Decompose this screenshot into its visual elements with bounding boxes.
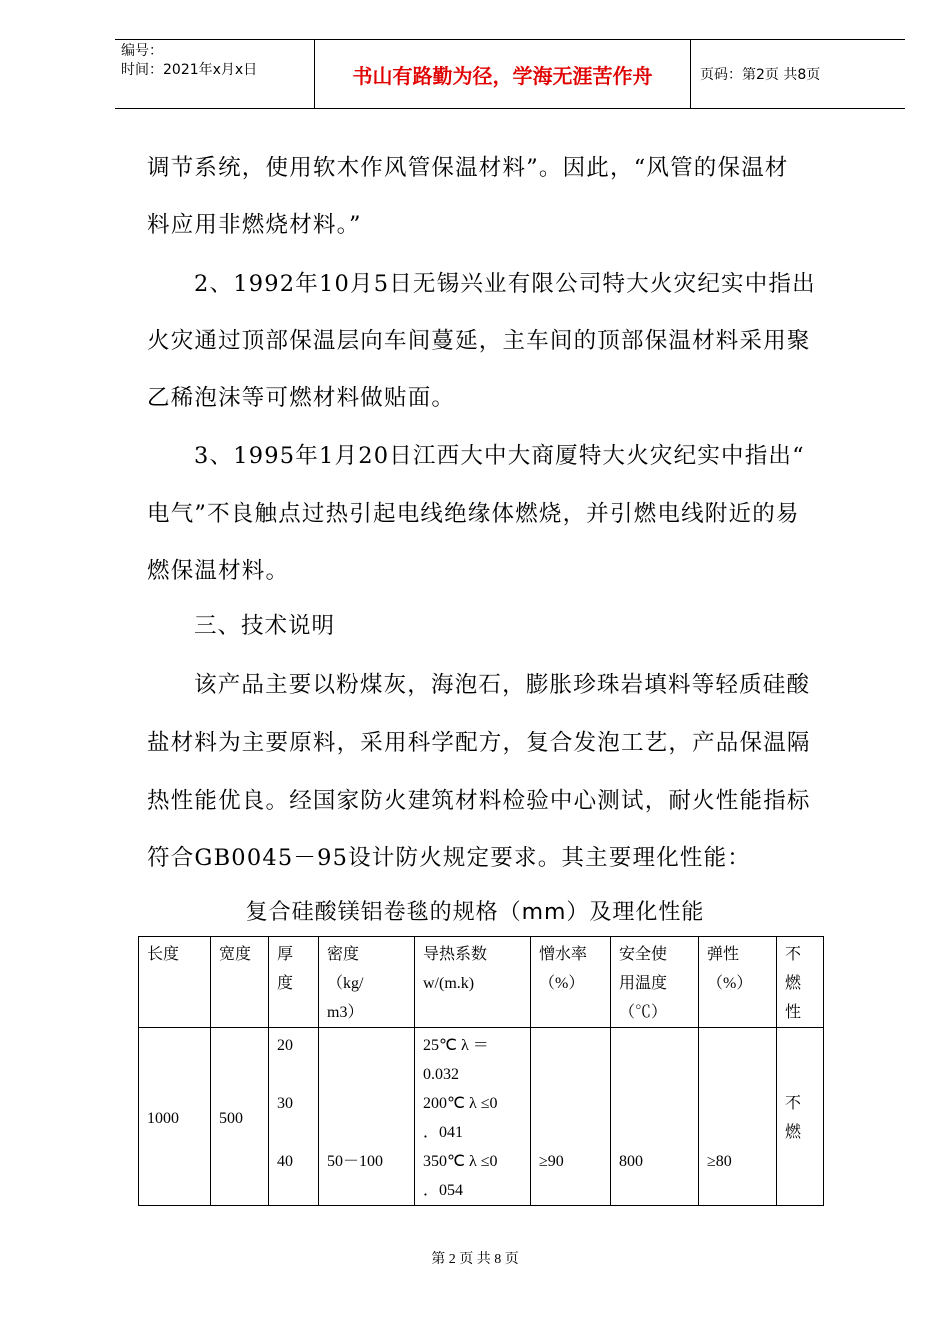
body-line: 电气”不良触点过热引起电线绝缘体燃烧，并引燃电线附近的易 <box>147 501 800 527</box>
tech-line: 该产品主要以粉煤灰，海泡石，膨胀珍珠岩填料等轻质硅酸 <box>194 672 811 698</box>
header-page-info: 页码：第2页 共8页 <box>700 67 821 83</box>
tech-line: 盐材料为主要原料，采用科学配方，复合发泡工艺，产品保温隔 <box>147 730 811 756</box>
body-line: 火灾通过顶部保温层向车间蔓延，主车间的顶部保温材料采用聚 <box>147 328 811 354</box>
cell-text-line: 弹性 <box>707 946 740 963</box>
table-title: 复合硅酸镁铝卷毯的规格（mm）及理化性能 <box>245 900 705 925</box>
cell-nonflammable <box>777 1028 824 1206</box>
cell-text-line: （%） <box>539 975 585 992</box>
body-line: 2、1992年10月5日无锡兴业有限公司特大火灾纪实中指出 <box>194 271 816 297</box>
cell-text-line: 宽度 <box>219 946 252 963</box>
header-length <box>139 937 211 1028</box>
cell-text-line: 不 <box>785 946 802 963</box>
cell-thickness <box>269 1028 319 1206</box>
page-header <box>115 39 905 109</box>
cell-elasticity: ≥80 <box>699 1028 777 1206</box>
table-row <box>139 1028 824 1206</box>
table-header-row <box>139 937 824 1028</box>
cell-text-line: 厚 <box>277 946 294 963</box>
section-heading: 三、技术说明 <box>194 613 336 639</box>
header-width <box>211 937 269 1028</box>
cell-water-repellency: ≥90 <box>531 1028 611 1206</box>
tech-line: 热性能优良。经国家防火建筑材料检验中心测试，耐火性能指标 <box>147 788 811 814</box>
cell-text-line: 燃 <box>785 975 802 992</box>
cell-text-line: 200℃ λ ≤0 <box>423 1095 498 1112</box>
cell-text-line: 不 <box>785 1095 802 1112</box>
cell-length: 1000 <box>139 1028 211 1206</box>
cell-text-line: （kg/ <box>327 975 364 992</box>
number-label: 编号： <box>121 43 163 59</box>
cell-text-line: 燃 <box>785 1124 802 1141</box>
cell-text-line: w/(m.k) <box>423 975 475 992</box>
cell-text-line: 导热系数 <box>423 946 488 963</box>
cell-text-line: 安全使 <box>619 946 668 963</box>
cell-text-line: 度 <box>277 975 294 992</box>
header-water-repellency <box>531 937 611 1028</box>
cell-density: 50－100 <box>319 1028 415 1206</box>
cell-text-line: 350℃ λ ≤0 <box>423 1153 498 1170</box>
header-conductivity <box>415 937 531 1028</box>
header-safe-temp <box>611 937 699 1028</box>
header-motto: 书山有路勤为径，学海无涯苦作舟 <box>315 40 691 108</box>
spec-table <box>138 936 824 1206</box>
cell-text-line: 憎水率 <box>539 946 588 963</box>
cell-text-line <box>277 1060 318 1089</box>
cell-text-line: 30 <box>277 1095 293 1112</box>
tech-line: 符合GB0045－95设计防火规定要求。其主要理化性能： <box>147 845 751 871</box>
cell-text-line: （%） <box>707 975 753 992</box>
cell-text-line: ．054 <box>423 1182 464 1199</box>
time-label: 时间：2021年x月x日 <box>121 62 258 78</box>
cell-text-line: m3） <box>327 1004 364 1021</box>
cell-width: 500 <box>211 1028 269 1206</box>
cell-text-line: 性 <box>785 1004 802 1021</box>
cell-text-line <box>277 1118 318 1147</box>
cell-text-line: 长度 <box>147 946 180 963</box>
header-density <box>319 937 415 1028</box>
header-meta <box>115 40 315 108</box>
cell-text-line: 40 <box>277 1153 293 1170</box>
cell-text-line: 用温度 <box>619 975 668 992</box>
body-line: 调节系统，使用软木作风管保温材料”。因此，“风管的保温材 <box>147 155 789 181</box>
body-line: 3、1995年1月20日江西大中大商厦特大火灾纪实中指出“ <box>194 443 805 469</box>
cell-text-line: 0.032 <box>423 1066 459 1083</box>
body-line: 燃保温材料。 <box>147 558 290 584</box>
cell-text-line: 25℃ λ ＝ <box>423 1037 489 1054</box>
body-line: 料应用非燃烧材料。” <box>147 212 362 238</box>
cell-text-line: （℃） <box>619 1004 668 1021</box>
cell-text-line: ．041 <box>423 1124 464 1141</box>
page-footer: 第 2 页 共 8 页 <box>431 1252 519 1267</box>
header-thickness <box>269 937 319 1028</box>
cell-conductivity <box>415 1028 531 1206</box>
body-line: 乙稀泡沫等可燃材料做贴面。 <box>147 385 456 411</box>
cell-safe-temp: 800 <box>611 1028 699 1206</box>
header-nonflammable <box>777 937 824 1028</box>
cell-text-line: 密度 <box>327 946 360 963</box>
header-elasticity <box>699 937 777 1028</box>
cell-text-line: 20 <box>277 1037 293 1054</box>
